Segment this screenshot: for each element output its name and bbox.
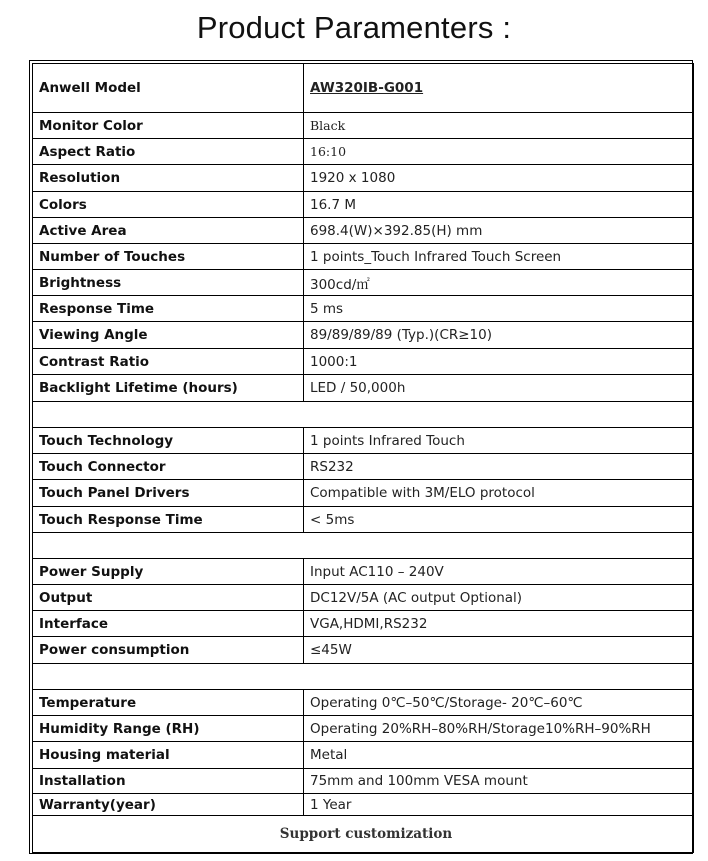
spec-label: Colors: [33, 192, 304, 218]
spec-label: Number of Touches: [33, 244, 304, 270]
spec-label: Anwell Model: [33, 64, 304, 113]
spec-value: 16:10: [304, 139, 694, 165]
spec-label: Touch Connector: [33, 454, 304, 480]
spec-label: Brightness: [33, 270, 304, 296]
table-row: [33, 139, 694, 165]
table-row: [33, 716, 694, 742]
section-spacer: [33, 533, 694, 559]
spec-value: 1000:1: [304, 349, 694, 375]
spec-label: Monitor Color: [33, 113, 304, 139]
spec-label: Response Time: [33, 296, 304, 322]
spec-value: VGA,HDMI,RS232: [304, 611, 694, 637]
spec-label: Installation: [33, 769, 304, 794]
spec-label: Touch Panel Drivers: [33, 480, 304, 507]
table-row: [33, 218, 694, 244]
spec-label: Contrast Ratio: [33, 349, 304, 375]
section-spacer: [33, 402, 694, 428]
spec-value: 1 points_Touch Infrared Touch Screen: [304, 244, 694, 270]
table-row: [33, 244, 694, 270]
spec-label: Viewing Angle: [33, 322, 304, 349]
table-row: [33, 794, 694, 816]
spec-label: Interface: [33, 611, 304, 637]
table-row: [33, 454, 694, 480]
table-row: [33, 64, 694, 113]
spec-value: 1 Year: [304, 794, 694, 816]
table-row: [33, 322, 694, 349]
spec-value: ≤45W: [304, 637, 694, 664]
table-row: [33, 611, 694, 637]
spec-value: Input AC110 – 240V: [304, 559, 694, 585]
spec-value: 5 ms: [304, 296, 694, 322]
footer-row: [33, 816, 694, 853]
spec-value: 1 points Infrared Touch: [304, 428, 694, 454]
spec-value: 698.4(W)×392.85(H) mm: [304, 218, 694, 244]
spec-value: LED / 50,000h: [304, 375, 694, 402]
footer-note: Support customization: [33, 816, 694, 853]
spec-value: Operating 0℃–50℃/Storage- 20℃–60℃: [304, 690, 694, 716]
table-row: [33, 165, 694, 192]
spec-label: Warranty(year): [33, 794, 304, 816]
spacer-cell: [33, 533, 694, 559]
spec-value: 75mm and 100mm VESA mount: [304, 769, 694, 794]
spec-value: < 5ms: [304, 507, 694, 533]
spec-value: 16.7 M: [304, 192, 694, 218]
spacer-cell: [33, 664, 694, 690]
table-row: [33, 559, 694, 585]
spec-label: Aspect Ratio: [33, 139, 304, 165]
table-row: [33, 296, 694, 322]
table-row: [33, 270, 694, 296]
section-spacer: [33, 664, 694, 690]
table-row: [33, 113, 694, 139]
spec-value: DC12V/5A (AC output Optional): [304, 585, 694, 611]
table-row: [33, 742, 694, 769]
spec-label: Resolution: [33, 165, 304, 192]
table-row: [33, 428, 694, 454]
table-row: [33, 507, 694, 533]
table-row: [33, 480, 694, 507]
spec-label: Output: [33, 585, 304, 611]
spec-label: Humidity Range (RH): [33, 716, 304, 742]
spec-value: RS232: [304, 454, 694, 480]
spec-value: Metal: [304, 742, 694, 769]
table-row: [33, 769, 694, 794]
table-row: [33, 349, 694, 375]
spec-value: 1920 x 1080: [304, 165, 694, 192]
spec-value: Compatible with 3M/ELO protocol: [304, 480, 694, 507]
spec-label: Backlight Lifetime (hours): [33, 375, 304, 402]
spec-value: AW320IB-G001: [304, 64, 694, 113]
table-row: [33, 192, 694, 218]
table-row: [33, 690, 694, 716]
spec-value: Black: [304, 113, 694, 139]
table-row: [33, 375, 694, 402]
spec-label: Touch Technology: [33, 428, 304, 454]
spec-label: Power consumption: [33, 637, 304, 664]
spec-label: Touch Response Time: [33, 507, 304, 533]
spec-label: Temperature: [33, 690, 304, 716]
page-title: Product Paramenters :: [196, 10, 512, 45]
spec-value: 89/89/89/89 (Typ.)(CR≥10): [304, 322, 694, 349]
spec-value: Operating 20%RH–80%RH/Storage10%RH–90%RH: [304, 716, 694, 742]
spec-label: Active Area: [33, 218, 304, 244]
spec-value: 300cd/㎡: [304, 270, 694, 296]
table-row: [33, 585, 694, 611]
spec-label: Housing material: [33, 742, 304, 769]
spec-table: [32, 63, 694, 853]
spacer-cell: [33, 402, 694, 428]
spec-label: Power Supply: [33, 559, 304, 585]
table-row: [33, 637, 694, 664]
